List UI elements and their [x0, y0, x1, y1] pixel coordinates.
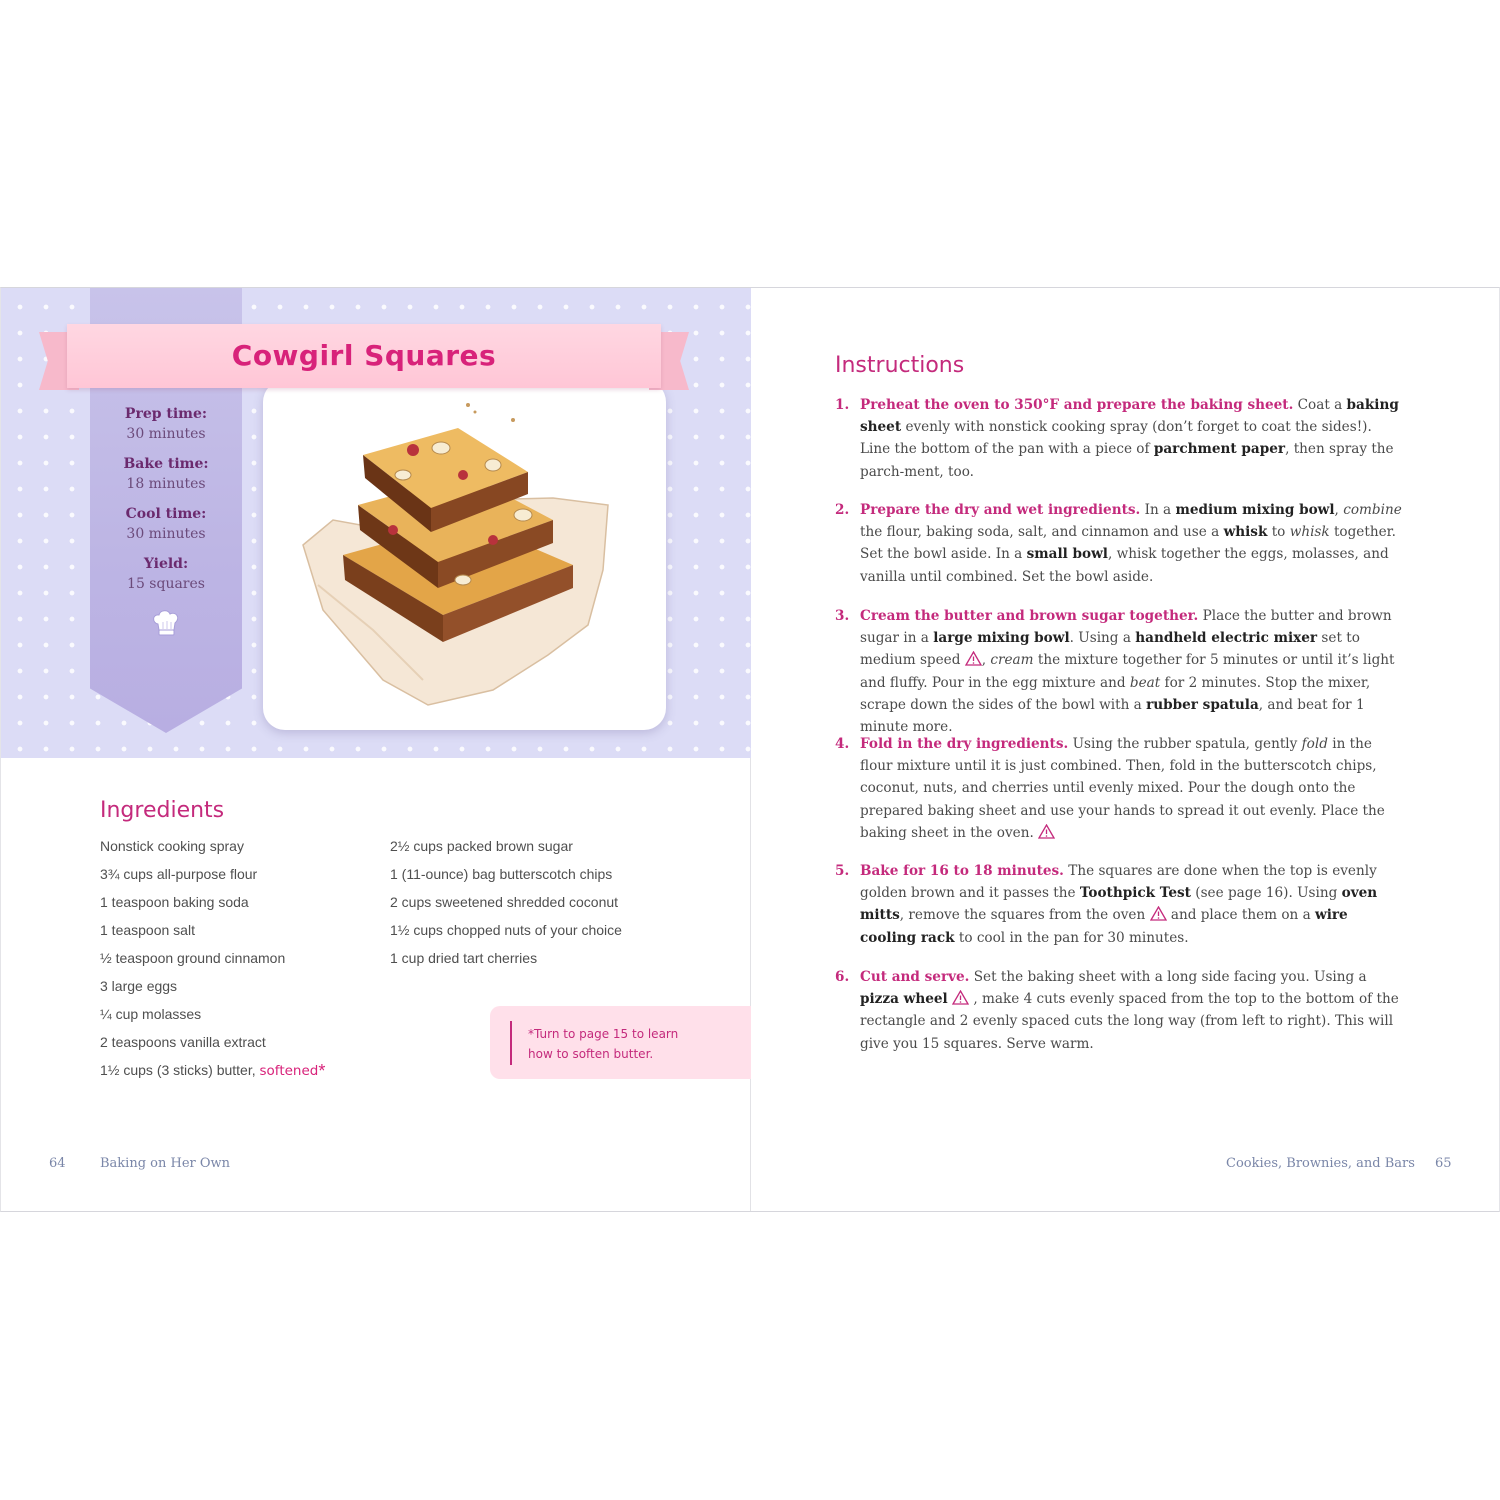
title-banner — [39, 324, 689, 394]
warning-icon — [1038, 824, 1055, 839]
step-text: Cut and serve. Set the baking sheet with a long side facing you. Using a pizza wheel , make 4 cuts evenly spaced from the top to the bottom of the rectangle and 2 evenly spaced cuts the long way (from left to right). This will give you 15 squares. Serve warm. — [860, 969, 1399, 1052]
footnote-star: * — [318, 1061, 326, 1081]
ingredient-item: 1 (11-ounce) bag butterscotch chips — [390, 866, 613, 882]
instruction-step — [835, 394, 1405, 483]
tip-text — [528, 1024, 738, 1064]
instruction-step — [835, 733, 1405, 844]
ingredient-item: 1 teaspoon baking soda — [100, 894, 249, 910]
page-number-left: 64 — [49, 1156, 66, 1171]
tip-line: how to soften butter. — [528, 1047, 654, 1061]
step-text: Bake for 16 to 18 minutes. The squares are done when the top is evenly golden brown and it passes the Toothpick Test (see page 16). Using oven mitts, remove the squares from the oven and place them on a wire cooling rack to cool in the pan for 30 minutes. — [860, 863, 1378, 946]
meta-value: 15 squares — [127, 576, 205, 592]
ingredient-item: 1 teaspoon salt — [100, 922, 195, 938]
step-number: 4. — [835, 736, 850, 752]
instruction-step — [835, 605, 1405, 738]
ingredients-list-left — [100, 836, 325, 1088]
step-number: 5. — [835, 863, 850, 879]
page-number-right: 65 — [1435, 1156, 1452, 1171]
meta-value: 30 minutes — [126, 526, 206, 542]
recipe-title: Cowgirl Squares — [231, 339, 497, 372]
ingredient-item: ½ teaspoon ground cinnamon — [100, 950, 286, 966]
step-number: 3. — [835, 608, 850, 624]
tip-accent-bar — [510, 1021, 512, 1065]
meta-prep-time — [90, 406, 242, 442]
ingredient-item: 1½ cups chopped nuts of your choice — [390, 922, 622, 938]
step-text: Preheat the oven to 350°F and prepare the baking sheet. Coat a baking sheet evenly with nonstick cooking spray (don’t forget to coat the sides!). Line the bottom of the pan with a piece of parchment paper, then spray the parch-ment, too. — [860, 397, 1399, 480]
meta-bake-time — [90, 456, 242, 492]
chef-hat-icon — [150, 608, 182, 638]
step-number: 1. — [835, 397, 850, 413]
softened-link: softened — [259, 1063, 319, 1079]
meta-label: Yield: — [143, 556, 189, 572]
step-text: Fold in the dry ingredients. Using the rubber spatula, gently fold in the flour mixture until it is just combined. Then, fold in the butterscotch chips, coconut, nuts, and cherries until evenly mixed. Pour the dough onto the prepared baking sheet and use your hands to spread it out evenly. Place the baking sheet in the oven. — [860, 736, 1385, 841]
book-spread — [0, 287, 1500, 1212]
ingredient-item: 2 teaspoons vanilla extract — [100, 1034, 266, 1050]
tip-box — [490, 1006, 751, 1079]
meta-label: Bake time: — [123, 456, 209, 472]
ingredient-item: 3 large eggs — [100, 978, 178, 994]
ingredient-text: 1½ cups (3 sticks) butter, — [100, 1062, 256, 1078]
tip-line: *Turn to page 15 to learn — [528, 1027, 679, 1041]
meta-cool-time — [90, 506, 242, 542]
instruction-step — [835, 499, 1405, 588]
step-number: 2. — [835, 502, 850, 518]
meta-label: Prep time: — [124, 406, 208, 422]
meta-yield — [90, 556, 242, 592]
ingredient-item: 2½ cups packed brown sugar — [390, 838, 573, 854]
meta-value: 18 minutes — [126, 476, 206, 492]
instruction-step — [835, 860, 1405, 949]
ingredient-item: ¼ cup molasses — [100, 1006, 202, 1022]
ingredient-item-butter — [100, 1060, 325, 1088]
recipe-photo-card — [263, 380, 666, 730]
instructions-heading: Instructions — [835, 353, 965, 378]
warning-icon — [1150, 906, 1167, 921]
ingredients-list-right — [390, 836, 622, 976]
step-number: 6. — [835, 969, 850, 985]
ingredient-item: 2 cups sweetened shredded coconut — [390, 894, 619, 910]
meta-value: 30 minutes — [126, 426, 206, 442]
meta-label: Cool time: — [125, 506, 207, 522]
ingredient-item: 1 cup dried tart cherries — [390, 950, 538, 966]
ingredients-heading: Ingredients — [100, 798, 225, 823]
warning-icon — [965, 651, 982, 666]
running-title-left: Baking on Her Own — [100, 1156, 231, 1171]
step-text: Prepare the dry and wet ingredients. In a medium mixing bowl, combine the flour, baking soda, salt, and cinnamon and use a whisk to whisk together. Set the bowl aside. In a small bowl, whisk together the eggs, molasses, and vanilla until combined. Set the bowl aside. — [860, 502, 1402, 585]
hero-scalloped-edge — [1, 752, 751, 764]
step-text: Cream the butter and brown sugar together. Place the butter and brown sugar in a large mixing bowl. Using a handheld electric mixer set to medium speed , cream the mixture together for 5 minutes or until it’s light and fluffy. Pour in the egg mixture and beat for 2 minutes. Stop the mixer, scrape down the sides of the bowl with a rubber spatula, and beat for 1 minute more. — [860, 608, 1395, 736]
ingredient-item: Nonstick cooking spray — [100, 838, 244, 854]
cowgirl-squares-illustration — [263, 380, 666, 730]
ingredient-item: 3¾ cups all-purpose flour — [100, 866, 258, 882]
warning-icon — [952, 990, 969, 1005]
running-title-right: Cookies, Brownies, and Bars — [1226, 1156, 1415, 1171]
instruction-step — [835, 966, 1405, 1055]
